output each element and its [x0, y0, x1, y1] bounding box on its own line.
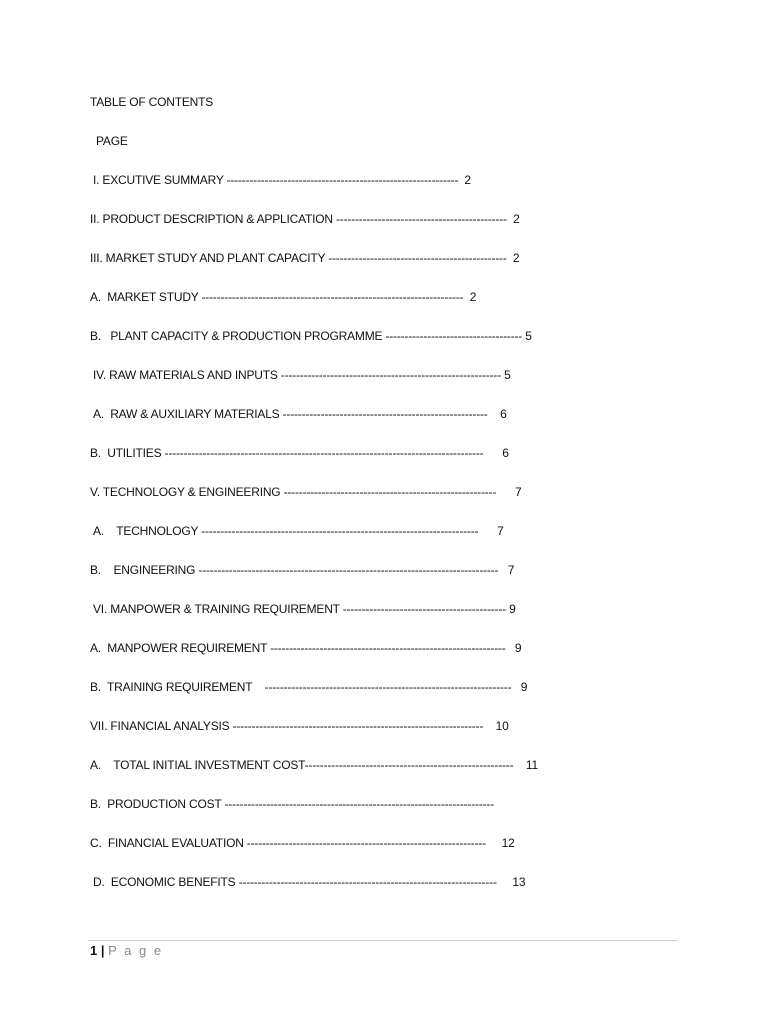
page-footer: [90, 943, 163, 959]
toc-entry: A. TECHNOLOGY ------------------------------------------------------------------------- 7: [93, 524, 504, 538]
toc-entry: A. MARKET STUDY --------------------------------------------------------------------- 2: [90, 290, 477, 304]
footer-separator: |: [100, 943, 105, 958]
toc-entry: A. MANPOWER REQUIREMENT -------------------------------------------------------------- 9: [90, 641, 522, 655]
toc-entry: VI. MANPOWER & TRAINING REQUIREMENT ------------------------------------------- 9: [93, 602, 516, 616]
toc-entry: IV. RAW MATERIALS AND INPUTS ---------------------------------------------------------- 5: [93, 368, 511, 382]
toc-entry: A. TOTAL INITIAL INVESTMENT COST------------------------------------------------------- 11: [90, 758, 538, 772]
toc-entry: II. PRODUCT DESCRIPTION & APPLICATION --------------------------------------------- 2: [90, 212, 520, 226]
toc-entry: I. EXCUTIVE SUMMARY ------------------------------------------------------------- 2: [93, 173, 471, 187]
toc-entry: B. PLANT CAPACITY & PRODUCTION PROGRAMME ------------------------------------ 5: [90, 329, 532, 343]
footer-divider: [88, 940, 678, 941]
toc-entry: VII. FINANCIAL ANALYSIS ------------------------------------------------------------------ 10: [90, 719, 509, 733]
toc-entry: V. TECHNOLOGY & ENGINEERING -------------------------------------------------------- 7: [90, 485, 522, 499]
toc-entry: A. RAW & AUXILIARY MATERIALS ------------------------------------------------------ 6: [93, 407, 507, 421]
toc-entry: B. PRODUCTION COST -----------------------------------------------------------------------: [90, 797, 494, 811]
toc-entry: III. MARKET STUDY AND PLANT CAPACITY ----------------------------------------------- 2: [90, 251, 520, 265]
page-number: 1: [90, 943, 98, 958]
toc-entry: C. FINANCIAL EVALUATION --------------------------------------------------------------- 12: [90, 836, 515, 850]
page-label: P a g e: [108, 943, 164, 958]
page-column-label: PAGE: [96, 134, 128, 148]
toc-heading: TABLE OF CONTENTS: [90, 95, 214, 109]
toc-entry: B. TRAINING REQUIREMENT ----------------------------------------------------------------- 9: [90, 680, 528, 694]
toc-entry: B. UTILITIES ------------------------------------------------------------------------------------ 6: [90, 446, 509, 460]
toc-entry: B. ENGINEERING ------------------------------------------------------------------------------- 7: [90, 563, 515, 577]
toc-entry: D. ECONOMIC BENEFITS -------------------------------------------------------------------- 13: [93, 875, 526, 889]
